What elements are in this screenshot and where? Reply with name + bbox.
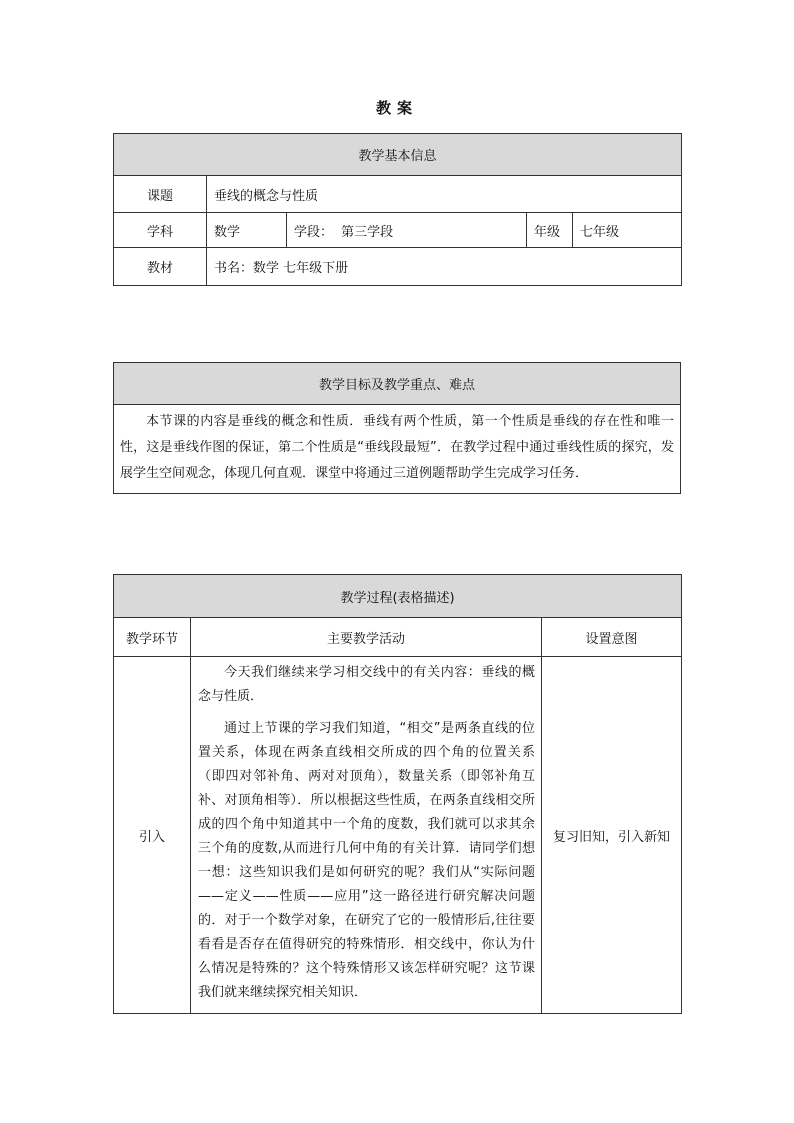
process-table	[113, 574, 682, 1014]
topic-value: 垂线的概念与性质	[207, 176, 682, 213]
process-header: 教学过程(表格描述)	[114, 575, 682, 618]
objectives-header: 教学目标及教学重点、难点	[114, 363, 681, 405]
stage-value: 第三学段	[341, 224, 394, 240]
table-row	[114, 657, 682, 1014]
column-header-intent: 设置意图	[542, 618, 682, 657]
subject-label: 学科	[114, 213, 207, 248]
column-header-stage: 教学环节	[114, 618, 191, 657]
topic-label: 课题	[114, 176, 207, 213]
stage-cell	[287, 213, 527, 248]
grade-label: 年级	[527, 213, 573, 248]
activity-paragraph-2: 通过上节课的学习我们知道，“相交”是两条直线的位置关系，体现在两条直线相交所成的四个角的位置关系（即四对邻补角、两对对顶角），数量关系（即邻补角互补、对顶角相等）．所以根据这些性质，在两条直线相交所成的四个角中知道其中一个角的度数，我们就可以求其余三个角的度数,从而进行几何中角的有关计算．请同学们想一想：这些知识我们是如何研究的呢？我们从“实际问题——定义——性质——应用”这一路径进行研究解决问题的．对于一个数学对象，在研究了它的一般情形后,往往要看看是否存在值得研究的特殊情形．相交线中，你认为什么情况是特殊的？这个特殊情形又该怎样研究呢？这节课我们就来继续探究相关知识．	[198, 721, 535, 1000]
stage-cell-intro: 引入	[114, 657, 191, 1014]
subject-value: 数学	[207, 213, 287, 248]
document-title: 教案	[375, 99, 418, 117]
objectives-text: 本节课的内容是垂线的概念和性质．垂线有两个性质，第一个性质是垂线的存在性和唯一性，这是垂线作图的保证，第二个性质是“垂线段最短”．在教学过程中通过垂线性质的探究，发展学生空间观念，体现几何直观．课堂中将通过三道例题帮助学生完成学习任务．	[114, 405, 681, 494]
grade-value: 七年级	[573, 213, 682, 248]
intent-cell: 复习旧知，引入新知	[542, 657, 682, 1014]
column-header-activity: 主要教学活动	[191, 618, 542, 657]
textbook-label: 教材	[114, 248, 207, 286]
activity-cell	[191, 657, 542, 1014]
basic-info-header: 教学基本信息	[114, 134, 682, 176]
textbook-value: 书名：数学 七年级下册	[207, 248, 682, 286]
objectives-table	[113, 362, 681, 494]
stage-label: 学段：	[294, 224, 334, 240]
activity-paragraph-1: 今天我们继续来学习相交线中的有关内容：垂线的概念与性质．	[198, 665, 535, 704]
basic-info-table	[113, 133, 682, 286]
